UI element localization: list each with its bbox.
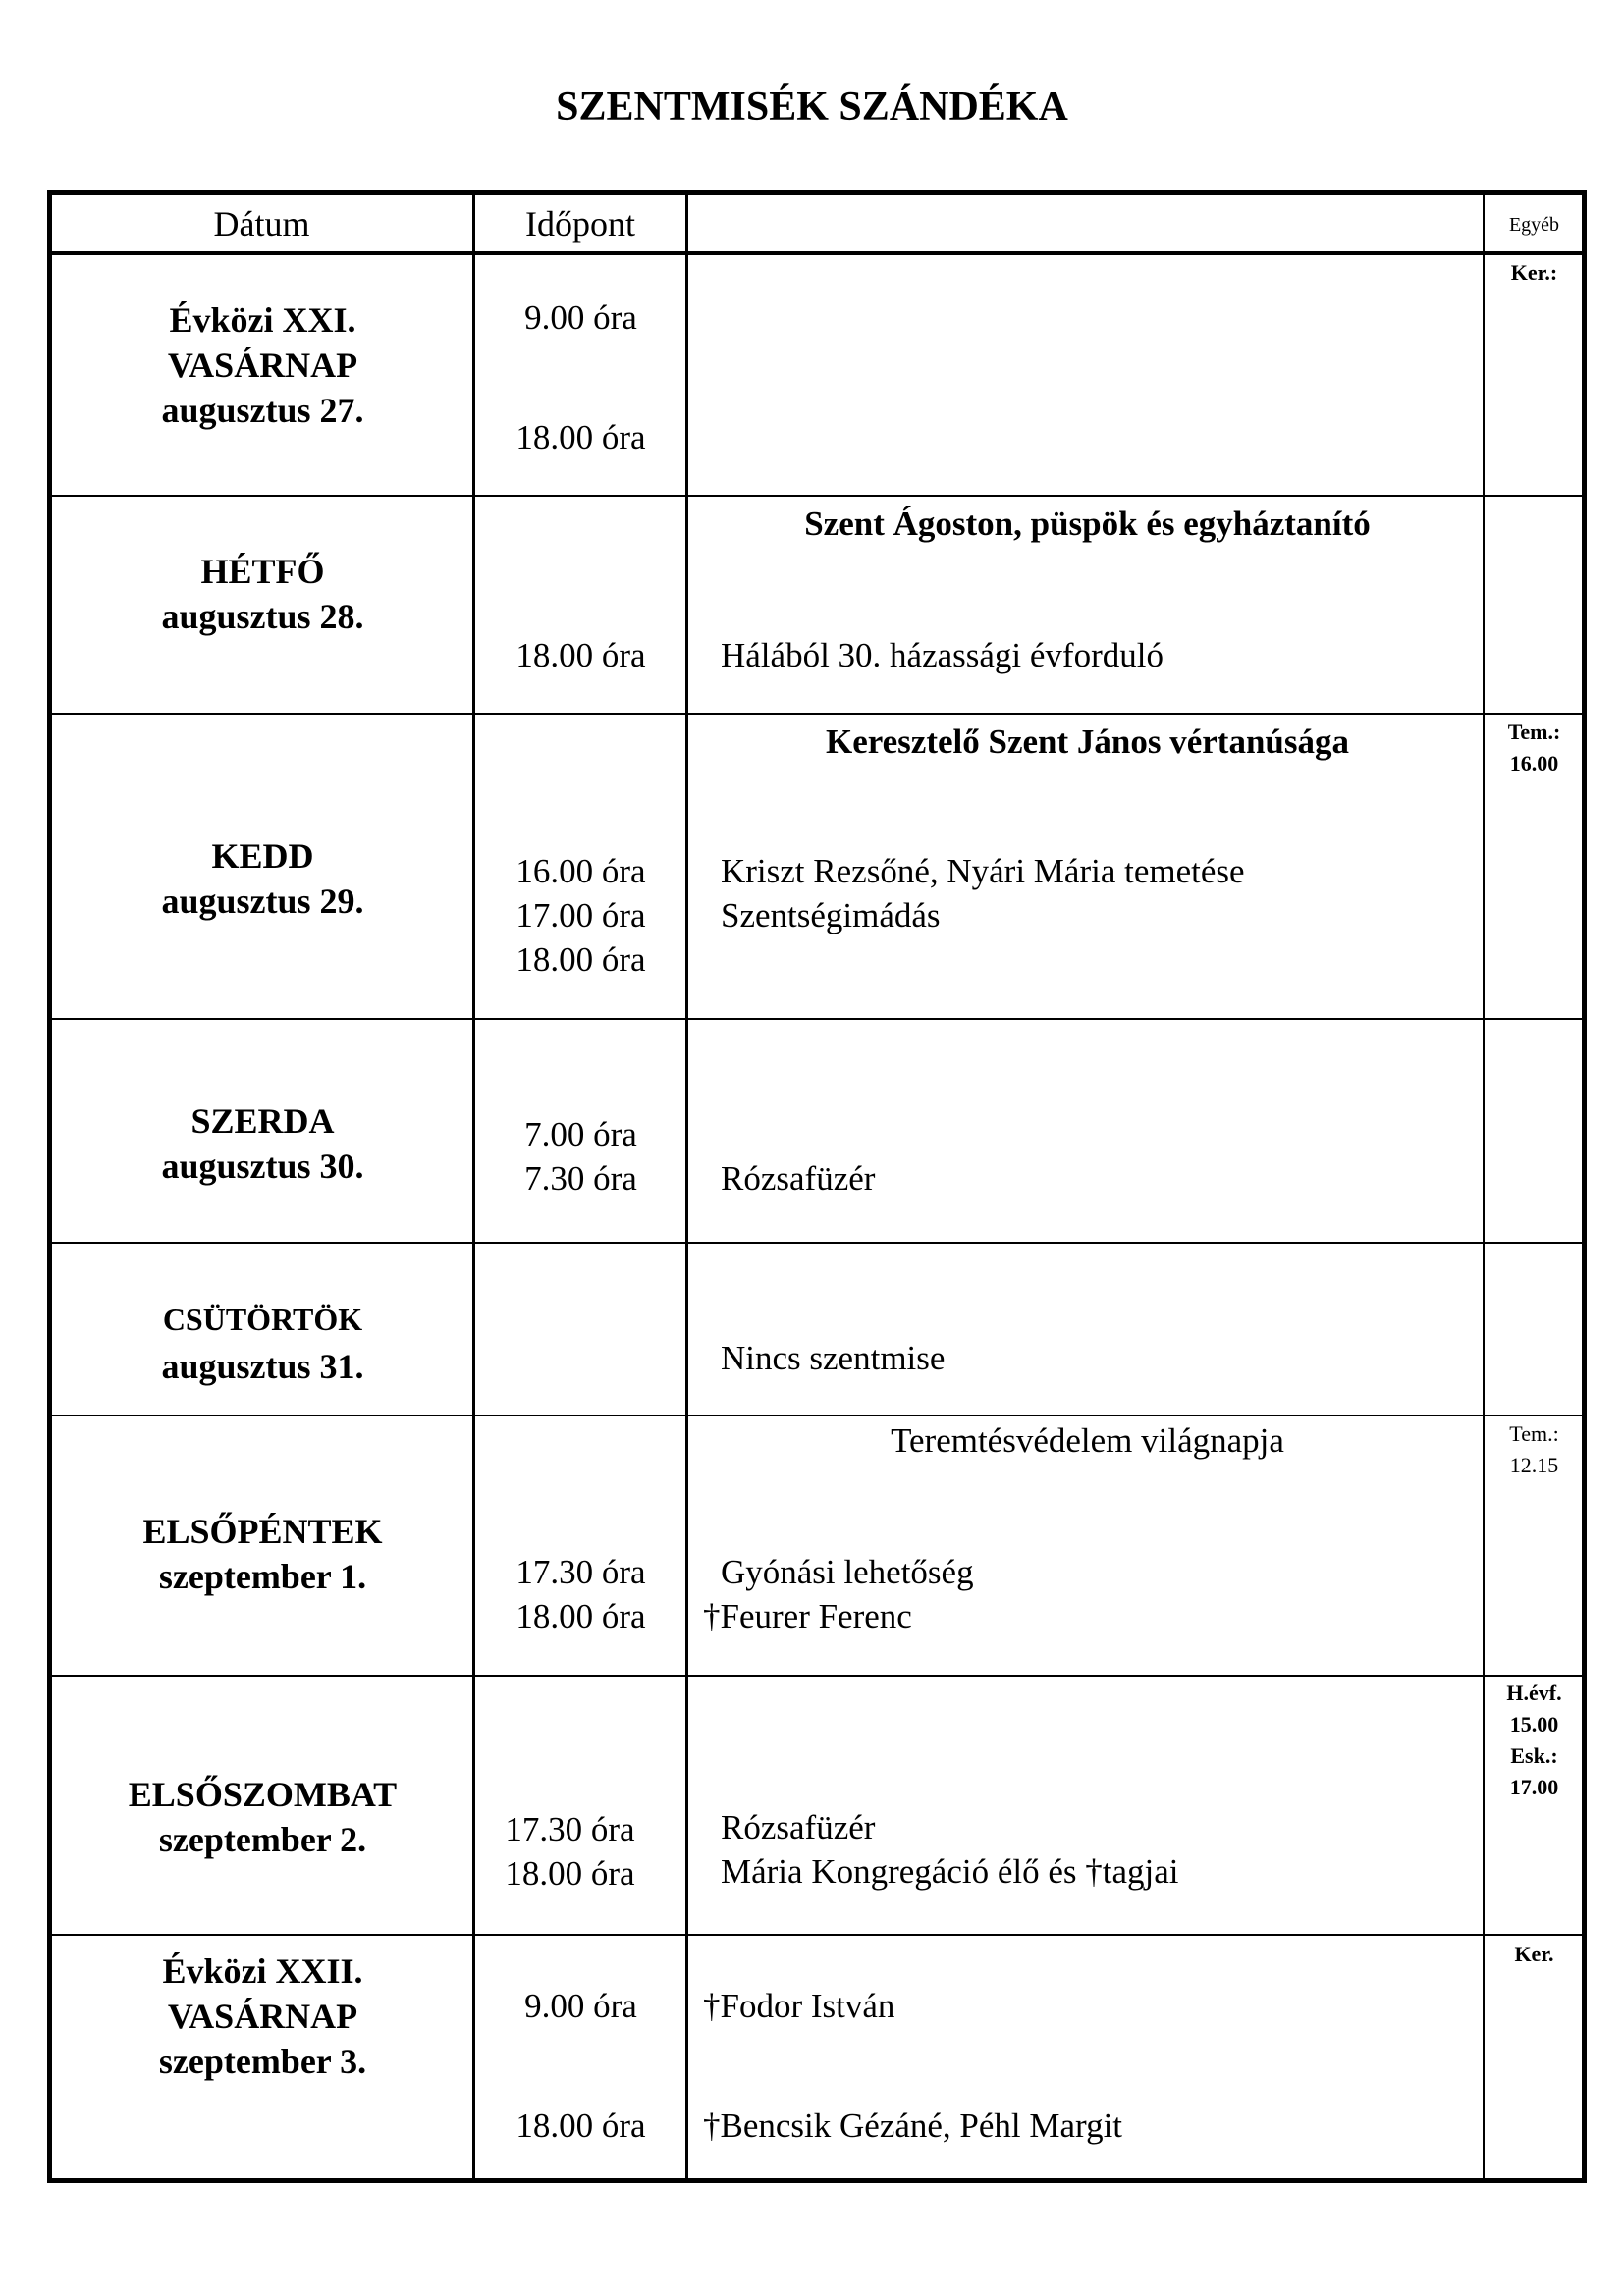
feast-title: Szent Ágoston, püspök és egyháztanító bbox=[804, 505, 1371, 543]
table-border-top bbox=[47, 190, 1587, 195]
mass-time: 18.00 óra bbox=[515, 940, 646, 979]
day-date: augusztus 28. bbox=[161, 597, 364, 636]
mass-time: 7.00 óra bbox=[524, 1115, 637, 1153]
day-date: szeptember 1. bbox=[158, 1557, 367, 1596]
mass-intention: Rózsafüzér bbox=[721, 1159, 876, 1198]
row-divider bbox=[47, 1242, 1587, 1244]
other-note: 12.15 bbox=[1509, 1453, 1559, 1477]
mass-time: 17.00 óra bbox=[515, 896, 646, 934]
feast-title: Teremtésvédelem világnapja bbox=[891, 1421, 1284, 1460]
mass-time: 18.00 óra bbox=[515, 418, 646, 456]
mass-intention: Kriszt Rezsőné, Nyári Mária temetése bbox=[721, 852, 1245, 890]
other-note: 15.00 bbox=[1509, 1712, 1559, 1736]
day-date: augusztus 27. bbox=[161, 391, 364, 430]
day-date: augusztus 31. bbox=[161, 1347, 364, 1386]
day-label: ELSŐSZOMBAT bbox=[128, 1775, 398, 1814]
header-divider bbox=[47, 251, 1587, 255]
other-note: 16.00 bbox=[1509, 751, 1559, 775]
mass-intention: Mária Kongregáció élő és †tagjai bbox=[721, 1852, 1179, 1891]
day-label: VASÁRNAP bbox=[167, 1997, 358, 2036]
mass-time: 9.00 óra bbox=[524, 1987, 637, 2025]
mass-time: 18.00 óra bbox=[505, 1854, 635, 1893]
mass-time: 18.00 óra bbox=[515, 1597, 646, 1635]
page-title: SZENTMISÉK SZÁNDÉKA bbox=[556, 84, 1068, 130]
mass-intention: †Bencsik Gézáné, Péhl Margit bbox=[703, 2107, 1123, 2145]
day-label: CSÜTÖRTÖK bbox=[162, 1302, 363, 1337]
mass-time: 18.00 óra bbox=[515, 636, 646, 674]
mass-time: 17.30 óra bbox=[505, 1810, 635, 1848]
header-other: Egyéb bbox=[1508, 214, 1560, 236]
table-border-left bbox=[47, 190, 52, 2183]
mass-intention: †Feurer Ferenc bbox=[703, 1597, 912, 1635]
other-note: 17.00 bbox=[1509, 1775, 1559, 1799]
day-label: HÉTFŐ bbox=[200, 552, 325, 591]
mass-time: 17.30 óra bbox=[515, 1553, 646, 1591]
row-divider bbox=[47, 1934, 1587, 1936]
mass-intention: Rózsafüzér bbox=[721, 1808, 876, 1846]
day-date: augusztus 29. bbox=[161, 881, 364, 921]
row-divider bbox=[47, 713, 1587, 715]
table-border-right bbox=[1582, 190, 1587, 2183]
other-note: Esk.: bbox=[1510, 1743, 1558, 1768]
mass-intention: Szentségimádás bbox=[721, 896, 941, 934]
mass-intention: †Fodor István bbox=[703, 1987, 895, 2025]
other-note: H.évf. bbox=[1506, 1681, 1562, 1705]
mass-time: 16.00 óra bbox=[515, 852, 646, 890]
day-label: Évközi XXII. bbox=[162, 1951, 363, 1991]
other-note: Ker. bbox=[1514, 1942, 1554, 1966]
row-divider bbox=[47, 1415, 1587, 1416]
column-divider bbox=[1483, 190, 1485, 2183]
row-divider bbox=[47, 1018, 1587, 1020]
other-note: Ker.: bbox=[1510, 260, 1558, 285]
mass-intention: Hálából 30. házassági évforduló bbox=[721, 636, 1164, 674]
mass-time: 9.00 óra bbox=[524, 298, 637, 337]
row-divider bbox=[47, 495, 1587, 497]
day-date: szeptember 2. bbox=[158, 1820, 367, 1859]
mass-intention: Gyónási lehetőség bbox=[721, 1553, 974, 1591]
mass-intention: Nincs szentmise bbox=[721, 1339, 946, 1377]
day-date: szeptember 3. bbox=[158, 2042, 367, 2081]
table-border-bottom bbox=[47, 2178, 1587, 2183]
row-divider bbox=[47, 1675, 1587, 1677]
day-label: KEDD bbox=[211, 836, 314, 876]
day-label: Évközi XXI. bbox=[169, 300, 356, 340]
other-note: Tem.: bbox=[1507, 720, 1561, 744]
day-label: SZERDA bbox=[190, 1101, 335, 1141]
header-date: Dátum bbox=[213, 204, 310, 243]
feast-title: Keresztelő Szent János vértanúsága bbox=[825, 722, 1350, 761]
day-label: VASÁRNAP bbox=[167, 346, 358, 385]
other-note: Tem.: bbox=[1509, 1421, 1559, 1446]
header-time: Időpont bbox=[525, 204, 635, 243]
day-date: augusztus 30. bbox=[161, 1147, 364, 1186]
day-label: ELSŐPÉNTEK bbox=[142, 1512, 383, 1551]
mass-time: 18.00 óra bbox=[515, 2107, 646, 2145]
mass-time: 7.30 óra bbox=[524, 1159, 637, 1198]
